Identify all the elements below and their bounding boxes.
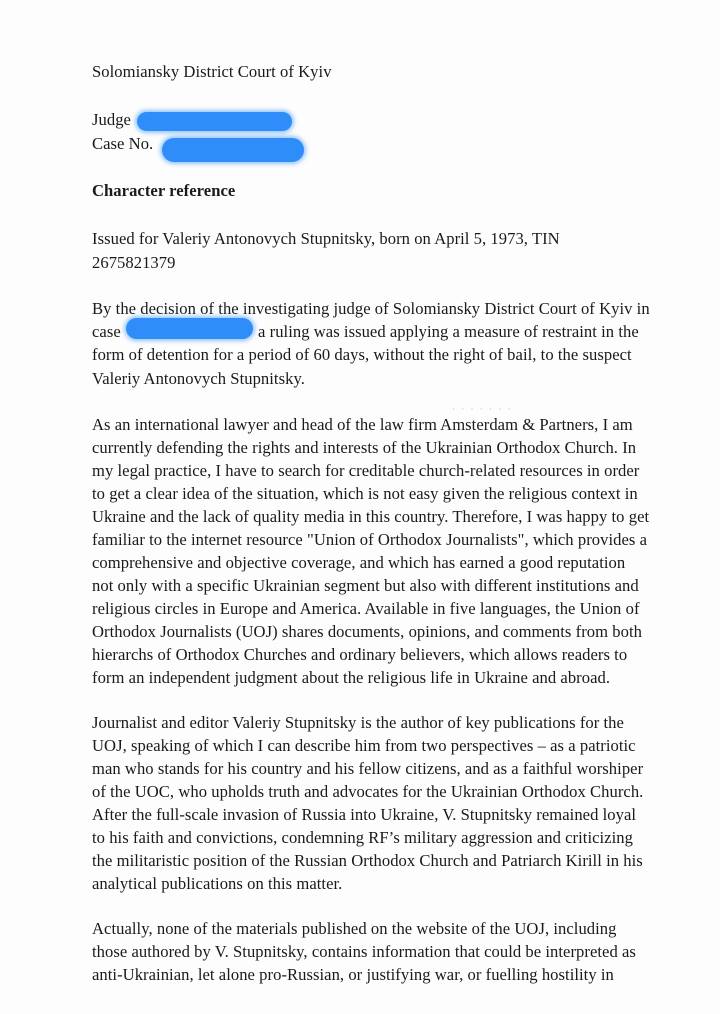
paragraph3-line-1: Journalist and editor Valeriy Stupnitsky is the author of key publications for the [92, 713, 624, 732]
paragraph4-line-2: those authored by V. Stupnitsky, contains information that could be interpreted as [92, 942, 636, 961]
paragraph3-line-6: to his faith and convictions, condemning RF’s military aggression and criticizing [92, 828, 633, 847]
paragraph2-line-3: my legal practice, I have to search for creditable church-related resources in order [92, 461, 640, 480]
paragraph2-line-6: familiar to the internet resource "Union of Orthodox Journalists", which provides a [92, 530, 648, 549]
scan-speck: · · · · · · · [452, 404, 513, 414]
paragraph2-line-5: Ukraine and the lack of quality media in this country. Therefore, I was happy to get [92, 507, 650, 526]
paragraph3-line-8: analytical publications on this matter. [92, 874, 343, 893]
judge-label: Judge [92, 110, 131, 129]
case-reference-redaction [126, 318, 253, 339]
paragraph2-line-12: form an independent judgment about the religious life in Ukraine and abroad. [92, 668, 611, 687]
paragraph2-line-9: religious circles in Europe and America. Available in five languages, the Union of [92, 599, 640, 618]
issued-line-1: Issued for Valeriy Antonovych Stupnitsky, born on April 5, 1973, TIN [92, 229, 560, 248]
paragraph1-line-3: form of detention for a period of 60 days, without the right of bail, to the suspect [92, 345, 632, 364]
paragraph1-line-4: Valeriy Antonovych Stupnitsky. [92, 369, 305, 388]
paragraph3-line-5: After the full-scale invasion of Russia into Ukraine, V. Stupnitsky remained loyal [92, 805, 637, 824]
paragraph2-line-11: hierarchs of Orthodox Churches and ordinary believers, which allows readers to [92, 645, 628, 664]
paragraph3-line-3: man who stands for his country and his fellow citizens, and as a faithful worshiper [92, 759, 644, 778]
paragraph2-line-8: not only with a specific Ukrainian segment but also with different institutions and [92, 576, 639, 595]
paragraph2-line-1: As an international lawyer and head of the law firm Amsterdam & Partners, I am [92, 415, 633, 434]
paragraph3-line-4: of the UOC, who upholds truth and advocates for the Ukrainian Orthodox Church. [92, 782, 644, 801]
paragraph3-line-2: UOJ, speaking of which I can describe him from two perspectives – as a patriotic [92, 736, 636, 755]
paragraph1-line-1: By the decision of the investigating judge of Solomiansky District Court of Kyiv in [92, 299, 650, 318]
paragraph2-line-2: currently defending the rights and interests of the Ukrainian Orthodox Church. In [92, 438, 637, 457]
paragraph3-line-7: the militaristic position of the Russian Orthodox Church and Patriarch Kirill in his [92, 851, 643, 870]
paragraph1-line-2-prefix: case [92, 322, 121, 341]
case-number-redaction [162, 138, 304, 162]
issued-line-2: 2675821379 [92, 253, 176, 272]
paragraph4-line-3: anti-Ukrainian, let alone pro-Russian, or justifying war, or fuelling hostility in [92, 965, 614, 984]
document-title: Character reference [92, 181, 236, 200]
paragraph1-line-2-suffix: a ruling was issued applying a measure of restraint in the [258, 322, 639, 341]
paragraph4-line-1: Actually, none of the materials published on the website of the UOJ, including [92, 919, 617, 938]
case-label: Case No. [92, 134, 154, 153]
paragraph2-line-4: to get a clear idea of the situation, which is not easy given the religious context in [92, 484, 638, 503]
judge-name-redaction [137, 112, 292, 131]
paragraph2-line-7: comprehensive and objective coverage, and which has earned a good reputation [92, 553, 626, 572]
paragraph2-line-10: Orthodox Journalists (UOJ) shares documents, opinions, and comments from both [92, 622, 642, 641]
court-name: Solomiansky District Court of Kyiv [92, 62, 332, 81]
